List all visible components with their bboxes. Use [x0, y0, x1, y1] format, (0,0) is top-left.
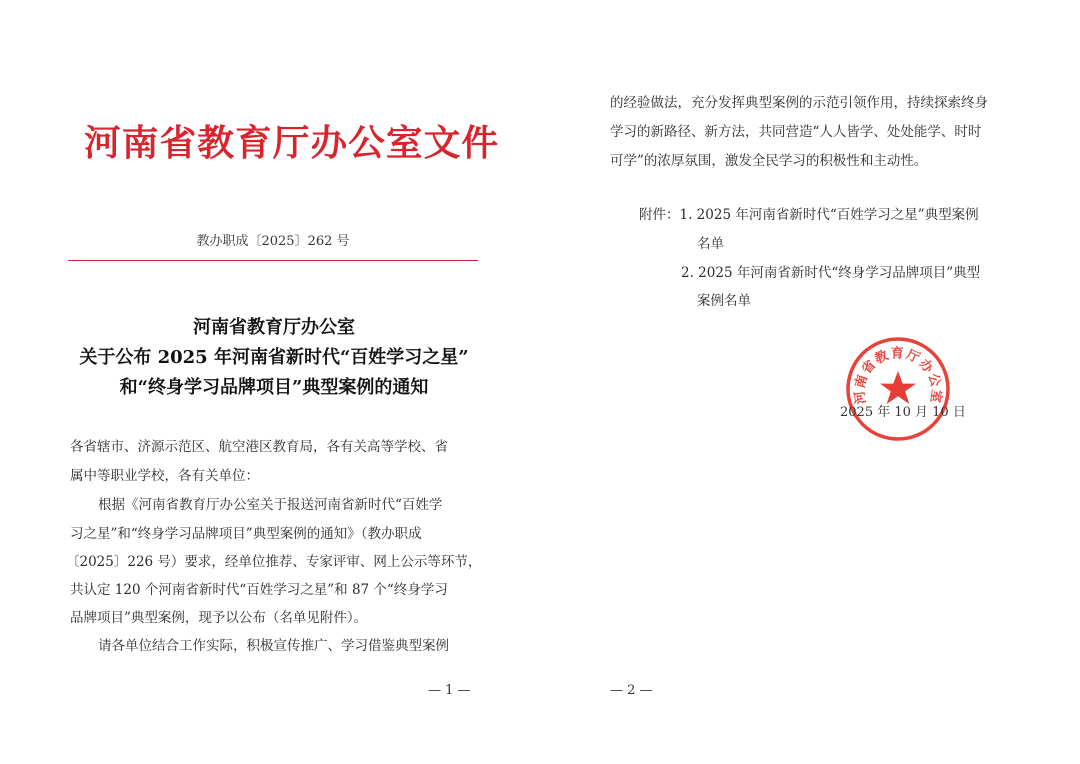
body-line: 的经验做法，充分发挥典型案例的示范引领作用，持续探索终身 — [610, 95, 988, 111]
body-line: 属中等职业学校，各有关单位： — [70, 468, 259, 484]
page-two — [540, 0, 1080, 764]
notice-title-line-2: 关于公布 2025 年河南省新时代“百姓学习之星” — [79, 347, 469, 368]
attachment-line: 附件：1. 2025 年河南省新时代“百姓学习之星”典型案例 — [639, 207, 979, 223]
svg-text:河南省教育厅办公室: 河南省教育厅办公室 — [852, 346, 944, 406]
notice-title-line-1: 河南省教育厅办公室 — [193, 317, 355, 338]
attachment-line: 名单 — [697, 236, 724, 252]
page-number: — 2 — — [610, 683, 653, 698]
document-header-title: 河南省教育厅办公室文件 — [84, 123, 500, 164]
body-line: 各省辖市、济源示范区、航空港区教育局，各有关高等学校、省 — [70, 439, 448, 455]
body-line: 学习的新路径、新方法，共同营造“人人皆学、处处能学、时时 — [610, 124, 982, 140]
page-number: — 1 — — [428, 683, 471, 698]
body-line: 可学”的浓厚氛围，激发全民学习的积极性和主动性。 — [610, 153, 928, 169]
red-separator-line — [68, 260, 478, 261]
attachment-line: 2. 2025 年河南省新时代“终身学习品牌项目”典型 — [681, 265, 981, 281]
issue-date: 2025 年 10 月 10 日 — [840, 405, 966, 420]
body-line: 请各单位结合工作实际，积极宣传推广、学习借鉴典型案例 — [98, 638, 449, 654]
attachment-line: 案例名单 — [697, 293, 751, 309]
notice-title-line-3: 和“终身学习品牌项目”典型案例的通知 — [119, 377, 429, 398]
body-line: 习之星”和“终身学习品牌项目”典型案例的通知》（教办职成 — [70, 526, 422, 542]
official-seal-stamp — [844, 335, 952, 443]
body-line: 共认定 120 个河南省新时代“百姓学习之星”和 87 个“终身学习 — [70, 582, 448, 598]
body-line: 品牌项目”典型案例，现予以公布（名单见附件）。 — [70, 610, 368, 626]
document-number: 教办职成〔2025〕262 号 — [196, 234, 350, 249]
body-line: 〔2025〕226 号）要求，经单位推荐、专家评审、网上公示等环节， — [66, 554, 482, 570]
body-line: 根据《河南省教育厅办公室关于报送河南省新时代“百姓学 — [98, 497, 443, 513]
